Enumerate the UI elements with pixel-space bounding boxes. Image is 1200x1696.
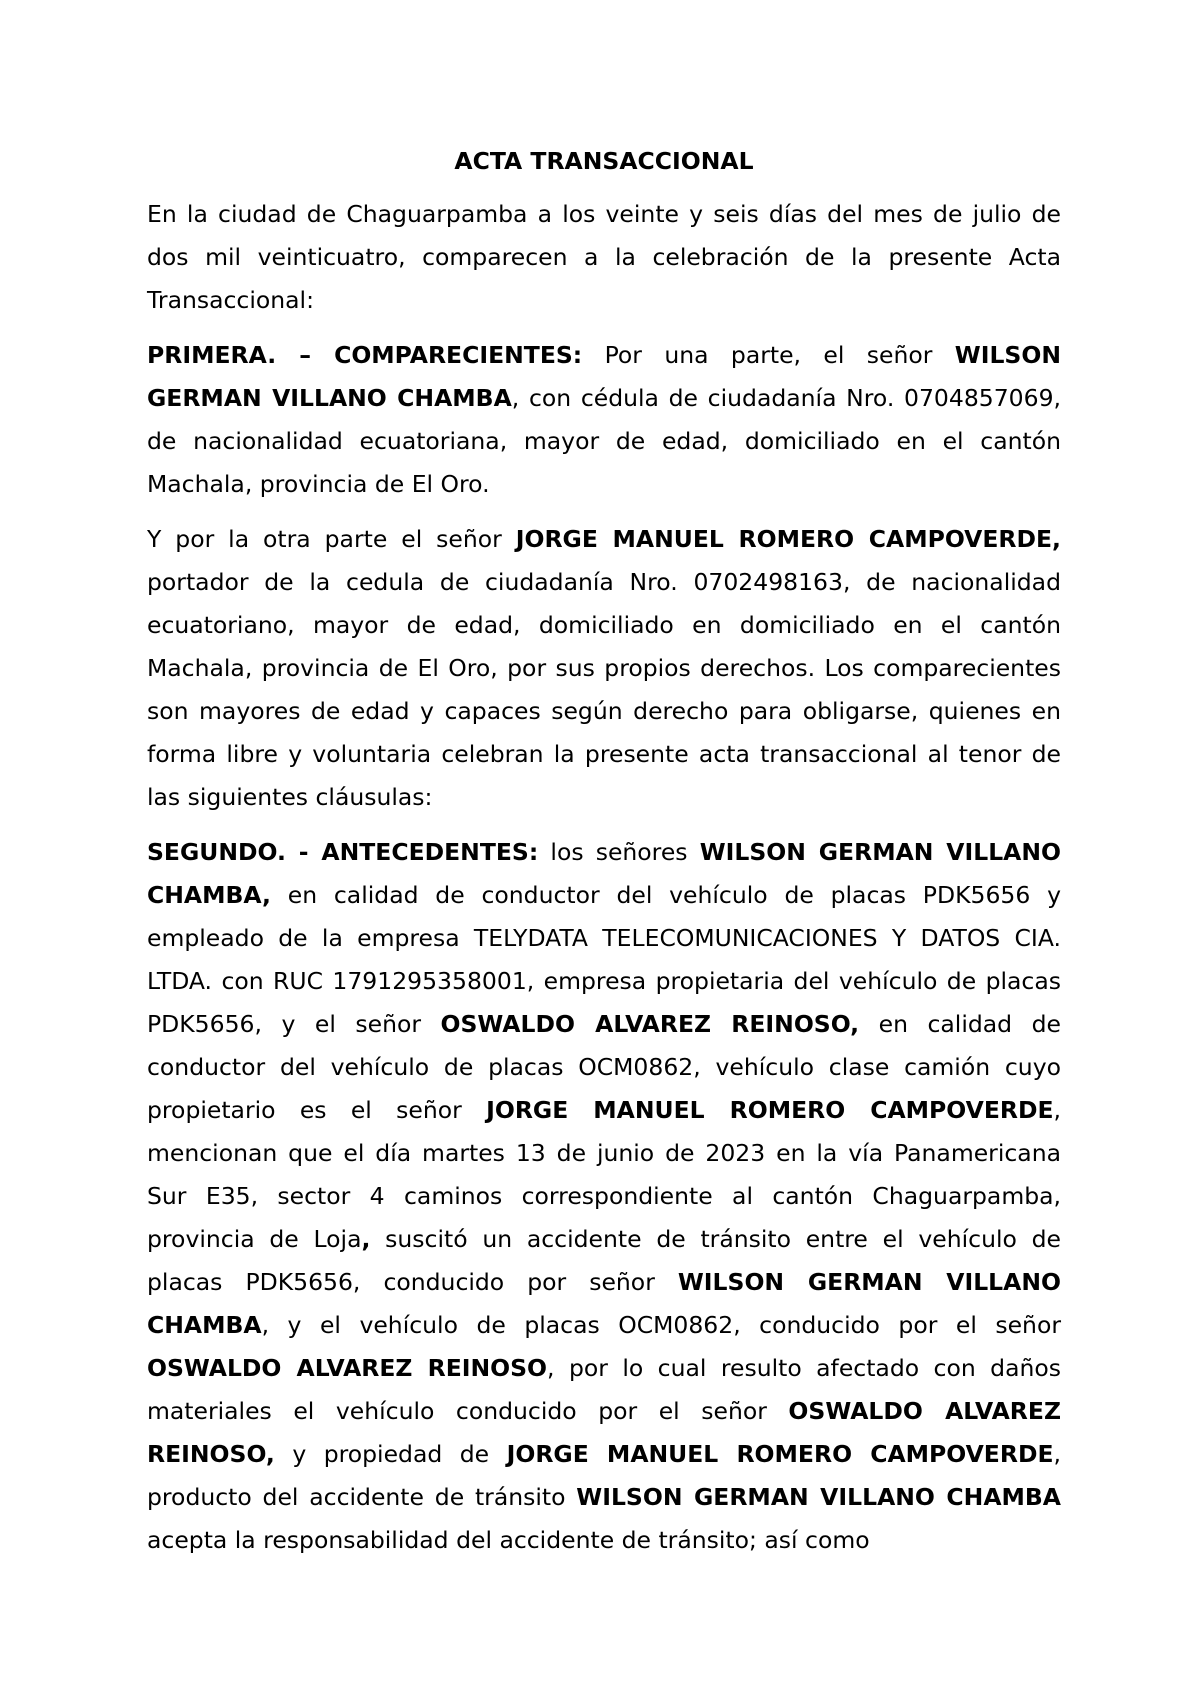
bold-text: WILSON GERMAN VILLANO CHAMBA bbox=[576, 1483, 1061, 1511]
bold-text: WILSON GERMAN VILLANO CHAMBA, bbox=[147, 838, 1062, 909]
bold-text: JORGE MANUEL ROMERO CAMPOVERDE bbox=[486, 1096, 1054, 1124]
document-body bbox=[147, 193, 1061, 1562]
text-run: , con cédula de ciudadanía Nro. 0704857069, de nacionalidad ecuatoriana, mayor de edad, domiciliado en el cantón Machala, provincia de El Oro. bbox=[147, 384, 1062, 498]
bold-text: JORGE MANUEL ROMERO CAMPOVERDE, bbox=[515, 525, 1061, 553]
text-run: En la ciudad de Chaguarpamba a los veinte y seis días del mes de julio de dos mil veinticuatro, comparecen a la celebración de la presente Acta Transaccional: bbox=[147, 200, 1061, 314]
bold-text: PRIMERA. – COMPARECIENTES: bbox=[147, 341, 583, 369]
bold-text: , bbox=[361, 1225, 371, 1253]
document-page bbox=[147, 140, 1061, 1562]
text-run: Por una parte, el señor bbox=[582, 341, 955, 369]
document-title: ACTA TRANSACCIONAL bbox=[454, 147, 754, 175]
text-run: en calidad de conductor del vehículo de placas OCM0862, vehículo clase camión cuyo propietario es el señor bbox=[147, 1010, 1061, 1124]
bold-text: JORGE MANUEL ROMERO CAMPOVERDE bbox=[506, 1440, 1054, 1468]
paragraph bbox=[147, 518, 1061, 819]
bold-text: OSWALDO ALVAREZ REINOSO, bbox=[147, 1397, 1061, 1468]
text-run: , por lo cual resulto afectado con daños materiales el vehículo conducido por el señor bbox=[147, 1354, 1062, 1425]
paragraph bbox=[147, 831, 1061, 1562]
text-run: , producto del accidente de tránsito bbox=[147, 1440, 1061, 1511]
bold-text: SEGUNDO. - ANTECEDENTES: bbox=[147, 838, 539, 866]
text-run: en calidad de conductor del vehículo de placas PDK5656 y empleado de la empresa TELYDATA TELECOMUNICACIONES Y DATOS CIA. LTDA. con RUC 1791295358001, empresa propietaria del vehículo de placas PDK5656, y el señor bbox=[147, 881, 1061, 1038]
bold-text: WILSON GERMAN VILLANO CHAMBA bbox=[147, 341, 1061, 412]
paragraph bbox=[147, 193, 1061, 322]
text-run: , mencionan que el día martes 13 de junio de 2023 en la vía Panamericana Sur E35, sector 4 caminos correspondiente al cantón Chaguarpamba, provincia de Loja bbox=[147, 1096, 1062, 1253]
bold-text: WILSON GERMAN VILLANO CHAMBA bbox=[147, 1268, 1061, 1339]
bold-text: OSWALDO ALVAREZ REINOSO, bbox=[440, 1010, 860, 1038]
text-run: Y por la otra parte el señor bbox=[147, 525, 516, 553]
text-run: portador de la cedula de ciudadanía Nro. 0702498163, de nacionalidad ecuatoriano, mayor de edad, domiciliado en domiciliado en el cantón Machala, provincia de El Oro, por sus propios derechos. Los comparecientes son mayores de edad y capaces según derecho para obligarse, quienes en forma libre y voluntaria celebran la presente acta transaccional al tenor de las siguientes cláusulas: bbox=[147, 568, 1061, 811]
text-run: suscitó un accidente de tránsito entre el vehículo de placas PDK5656, conducido por señor bbox=[147, 1225, 1061, 1296]
paragraph bbox=[147, 334, 1061, 506]
bold-text: OSWALDO ALVAREZ REINOSO bbox=[147, 1354, 548, 1382]
text-run: acepta la responsabilidad del accidente de tránsito; así como bbox=[147, 1526, 870, 1554]
text-run: los señores bbox=[538, 838, 700, 866]
text-run: , y el vehículo de placas OCM0862, conducido por el señor bbox=[261, 1311, 1061, 1339]
text-run: y propiedad de bbox=[274, 1440, 507, 1468]
